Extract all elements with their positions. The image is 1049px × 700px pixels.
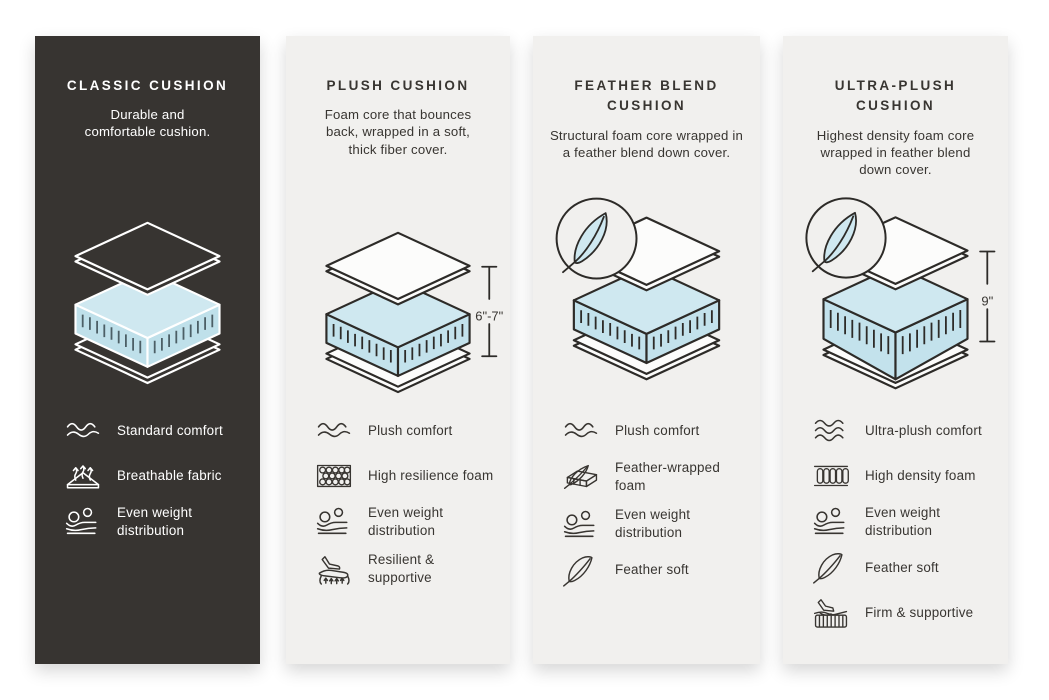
feature-label: High density foam xyxy=(865,467,976,483)
feature-label: Firm & supportive xyxy=(865,605,974,621)
feature-row xyxy=(561,459,754,494)
firm-supportive-icon xyxy=(811,596,851,629)
feature-row xyxy=(314,414,504,447)
panel-title: ULTRA-PLUSH CUSHION xyxy=(834,78,957,114)
feature-row xyxy=(811,596,1002,629)
weight-distribution-icon xyxy=(561,508,601,541)
weight-distribution-icon xyxy=(63,505,103,538)
panel-title: CLASSIC CUSHION xyxy=(66,78,229,93)
feature-label: Standard comfort xyxy=(117,422,223,438)
panel-title: PLUSH CUSHION xyxy=(326,78,470,93)
waves-icon xyxy=(63,414,103,447)
feather-badge xyxy=(557,199,637,279)
feature-label: Even weight distribution xyxy=(117,505,193,538)
feature-list xyxy=(811,414,1002,641)
feature-row xyxy=(63,459,254,492)
height-label: 9" xyxy=(981,293,994,309)
feather-badge xyxy=(806,198,885,277)
cushion-diagram xyxy=(286,231,510,401)
panel-description: Highest density foam core wrapped in feather blend down cover. xyxy=(816,127,975,177)
feature-list xyxy=(561,414,754,599)
feature-row xyxy=(811,459,1002,492)
panel-description: Structural foam core wrapped in a feather blend down cover. xyxy=(549,127,744,160)
feature-row xyxy=(561,506,754,541)
feature-row xyxy=(314,504,504,539)
feature-row xyxy=(811,414,1002,447)
feature-label: Feather-wrapped foam xyxy=(615,460,720,493)
weight-distribution-icon xyxy=(314,505,354,538)
feature-row xyxy=(314,551,504,586)
panel-classic-cushion xyxy=(35,36,260,664)
waves-triple-icon xyxy=(811,414,851,447)
feature-row xyxy=(314,459,504,492)
panel-ultra-plush-cushion xyxy=(783,36,1008,664)
feature-label: Plush comfort xyxy=(615,422,700,438)
height-measurement xyxy=(980,252,994,342)
feature-label: Even weight distribution xyxy=(368,505,444,538)
feature-row xyxy=(561,554,754,587)
feature-label: High resilience foam xyxy=(368,467,494,483)
feature-label: Even weight distribution xyxy=(615,507,691,541)
feature-row xyxy=(811,551,1002,584)
feature-label: Resilient & supportive xyxy=(368,552,435,586)
feature-label: Plush comfort xyxy=(368,422,453,438)
feature-label: Feather soft xyxy=(865,560,939,576)
panel-feather-blend-cushion xyxy=(533,36,760,664)
waves-icon xyxy=(561,414,601,447)
weight-distribution-icon xyxy=(811,505,851,538)
feature-row xyxy=(63,504,254,539)
feature-label: Ultra-plush comfort xyxy=(865,422,982,438)
feather-icon xyxy=(561,554,601,587)
feature-row xyxy=(811,504,1002,539)
panel-title: FEATHER BLEND CUSHION xyxy=(574,78,719,114)
feature-row xyxy=(63,414,254,447)
feature-label: Even weight distribution xyxy=(865,505,941,538)
resilient-supportive-icon xyxy=(314,553,354,586)
panel-description: Foam core that bounces back, wrapped in a soft, thick fiber cover. xyxy=(324,107,472,157)
feature-label: Feather soft xyxy=(615,562,689,578)
feature-label: Breathable fabric xyxy=(117,467,222,483)
feather-wrapped-foam-icon xyxy=(561,460,601,493)
feather-icon xyxy=(811,551,851,584)
cushion-diagram xyxy=(35,221,260,392)
cushion-diagram xyxy=(783,193,1008,391)
height-label: 6"-7" xyxy=(475,308,504,324)
height-measurement xyxy=(475,267,503,356)
panel-plush-cushion xyxy=(286,36,510,664)
resilience-foam-icon xyxy=(314,459,354,492)
waves-icon xyxy=(314,414,354,447)
feature-row xyxy=(561,414,754,447)
breathable-icon xyxy=(63,459,103,492)
density-foam-icon xyxy=(811,459,851,492)
feature-list xyxy=(63,414,254,551)
feature-list xyxy=(314,414,504,599)
panel-description: Durable and comfortable cushion. xyxy=(84,107,211,140)
cushion-diagram xyxy=(533,193,760,384)
